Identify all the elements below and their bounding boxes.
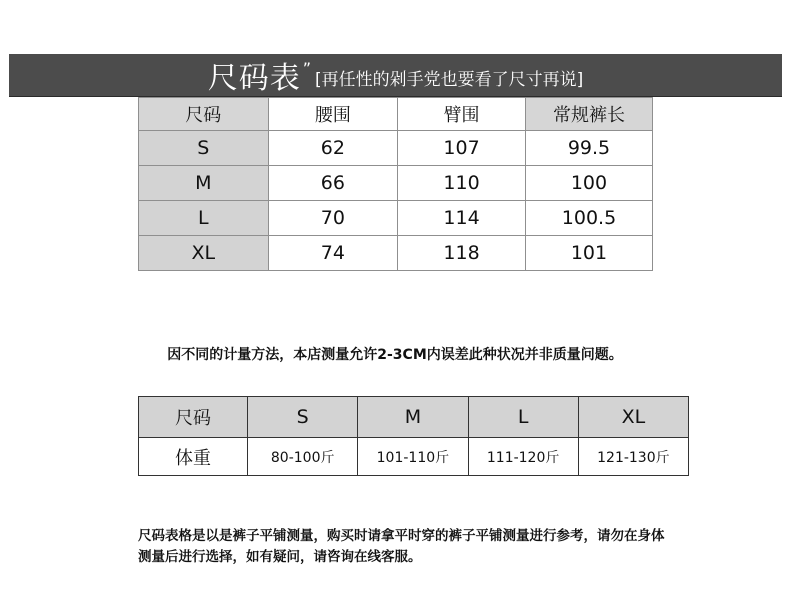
table-row	[139, 438, 689, 476]
weight-table-header	[139, 397, 689, 438]
arm-cell: 107	[398, 131, 526, 166]
header-cell-size: 尺码	[139, 397, 248, 438]
measurement-note: 因不同的计量方法，本店测量允许2-3CM内误差此种状况并非质量问题。	[167, 347, 623, 363]
length-cell: 100	[525, 166, 652, 201]
banner-title: 尺码表	[207, 61, 301, 96]
header-cell-m: M	[358, 397, 468, 438]
size-cell: M	[139, 166, 269, 201]
waist-cell: 66	[268, 166, 398, 201]
length-cell: 101	[525, 236, 652, 271]
header-cell-l: L	[468, 397, 578, 438]
waist-cell: 74	[268, 236, 398, 271]
header-cell-length: 常规裤长	[525, 98, 652, 131]
waist-cell: 70	[268, 201, 398, 236]
header-cell-waist: 腰围	[268, 98, 398, 131]
weight-label-cell: 体重	[139, 438, 248, 476]
arm-cell: 110	[398, 166, 526, 201]
length-cell: 99.5	[525, 131, 652, 166]
arm-cell: 114	[398, 201, 526, 236]
title-banner	[9, 54, 782, 97]
weight-cell-xl: 121-130斤	[578, 438, 688, 476]
header-cell-size: 尺码	[139, 98, 269, 131]
header-cell-s: S	[248, 397, 358, 438]
size-table-header	[139, 98, 653, 131]
header-cell-arm: 臂围	[398, 98, 526, 131]
weight-cell-m: 101-110斤	[358, 438, 468, 476]
footer-line-1: 尺码表格是以是裤子平铺测量，购买时请拿平时穿的裤子平铺测量进行参考，请勿在身体	[138, 528, 665, 544]
waist-cell: 62	[268, 131, 398, 166]
weight-cell-s: 80-100斤	[248, 438, 358, 476]
size-cell: L	[139, 201, 269, 236]
size-table	[138, 97, 653, 271]
length-cell: 100.5	[525, 201, 652, 236]
weight-cell-l: 111-120斤	[468, 438, 578, 476]
size-cell: S	[139, 131, 269, 166]
table-row	[139, 166, 653, 201]
header-cell-xl: XL	[578, 397, 688, 438]
banner-subtitle: [再任性的剁手党也要看了尺寸再说]	[315, 69, 584, 90]
footer-line-2: 测量后进行选择，如有疑问，请咨询在线客服。	[138, 549, 422, 565]
arm-cell: 118	[398, 236, 526, 271]
table-row	[139, 201, 653, 236]
footer-note	[138, 526, 748, 568]
table-row	[139, 236, 653, 271]
size-cell: XL	[139, 236, 269, 271]
weight-table	[138, 396, 689, 476]
table-row	[139, 131, 653, 166]
banner-quote-mark: ”	[302, 58, 312, 78]
